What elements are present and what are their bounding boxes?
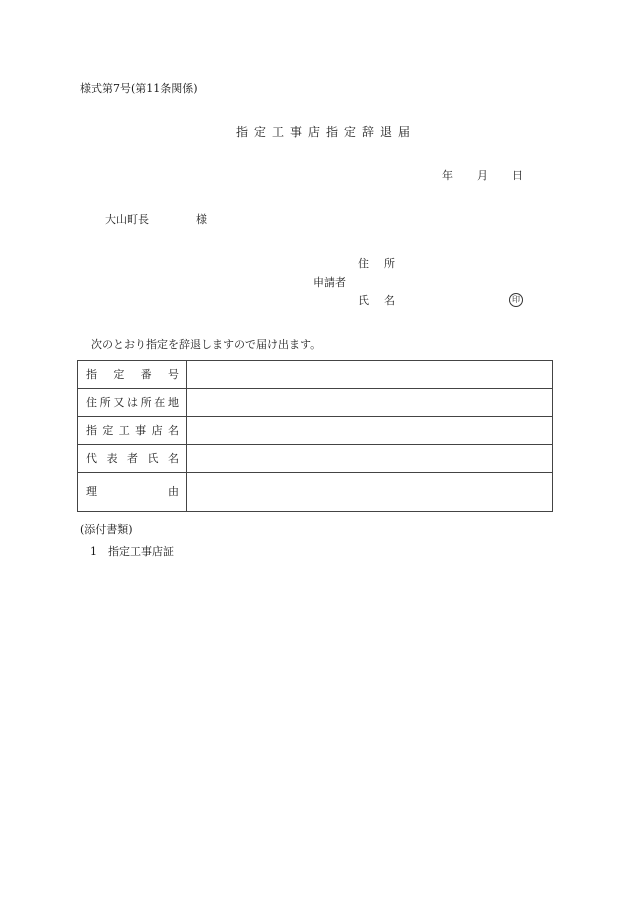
form-number: 様式第7号(第11条関係) bbox=[80, 82, 198, 95]
date-day: 日 bbox=[512, 169, 523, 182]
label-char: 所 bbox=[99, 395, 111, 409]
applicant-label: 申請者 bbox=[313, 276, 346, 289]
attachment-item: 指定工事店証 bbox=[108, 545, 174, 558]
label-char: 由 bbox=[168, 485, 179, 498]
row-label-contractor-name bbox=[78, 417, 187, 445]
label-char: 店 bbox=[151, 423, 163, 437]
label-char: 代 bbox=[86, 451, 97, 465]
table-row bbox=[78, 361, 553, 389]
row-label-representative-name bbox=[78, 445, 187, 473]
attachment-number: 1 bbox=[90, 545, 97, 558]
label-char: 名 bbox=[167, 423, 179, 437]
withdrawal-form-table bbox=[77, 360, 553, 512]
name-label-2: 名 bbox=[384, 294, 395, 307]
designation-number-field[interactable] bbox=[187, 361, 553, 389]
address-field[interactable] bbox=[187, 389, 553, 417]
label-char: 地 bbox=[167, 395, 179, 409]
seal-mark: 印 bbox=[509, 293, 523, 307]
label-char: 又 bbox=[113, 395, 125, 409]
label-char: は bbox=[126, 395, 138, 409]
label-char: 指 bbox=[86, 423, 97, 437]
label-char: 者 bbox=[127, 451, 138, 465]
row-label-reason bbox=[78, 473, 187, 512]
label-char: 住 bbox=[86, 395, 97, 409]
label-char: 号 bbox=[167, 367, 179, 381]
statement-text: 次のとおり指定を辞退しますので届け出ます。 bbox=[91, 338, 322, 351]
label-char: 定 bbox=[102, 423, 114, 437]
address-label-1: 住 bbox=[358, 257, 369, 270]
label-char: 理 bbox=[86, 485, 97, 498]
label-char: 表 bbox=[106, 451, 118, 465]
representative-name-field[interactable] bbox=[187, 445, 553, 473]
label-char: 工 bbox=[118, 423, 130, 437]
row-label-address bbox=[78, 389, 187, 417]
table-row bbox=[78, 473, 553, 512]
table-row bbox=[78, 445, 553, 473]
date-month: 月 bbox=[477, 169, 488, 182]
label-char: 所 bbox=[140, 395, 152, 409]
table-row bbox=[78, 417, 553, 445]
label-char: 番 bbox=[140, 367, 152, 381]
table-row bbox=[78, 389, 553, 417]
name-label-1: 氏 bbox=[358, 294, 369, 307]
addressee-name: 大山町長 bbox=[105, 213, 149, 226]
contractor-name-field[interactable] bbox=[187, 417, 553, 445]
label-char: 氏 bbox=[147, 451, 159, 465]
address-label-2: 所 bbox=[384, 257, 395, 270]
label-char: 指 bbox=[86, 367, 97, 381]
label-char: 事 bbox=[135, 423, 147, 437]
label-char: 定 bbox=[113, 367, 125, 381]
label-char: 名 bbox=[168, 451, 179, 465]
date-year: 年 bbox=[442, 169, 453, 182]
reason-field[interactable] bbox=[187, 473, 553, 512]
document-title: 指定工事店指定辞退届 bbox=[236, 125, 417, 139]
addressee-honorific: 様 bbox=[196, 213, 207, 226]
attachments-heading: (添付書類) bbox=[80, 523, 133, 536]
label-char: 在 bbox=[154, 395, 166, 409]
row-label-designation-number bbox=[78, 361, 187, 389]
